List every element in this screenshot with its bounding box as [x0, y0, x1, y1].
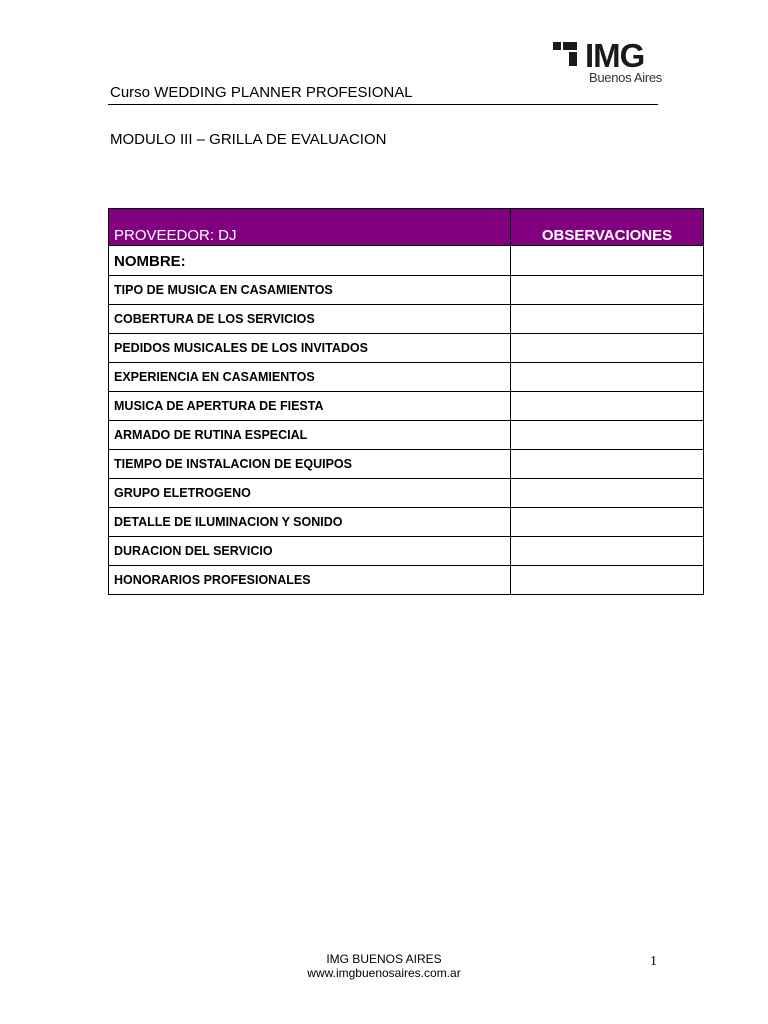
criterion-label: EXPERIENCIA EN CASAMIENTOS [109, 363, 511, 392]
table-row [109, 566, 704, 595]
criterion-label: TIPO DE MUSICA EN CASAMIENTOS [109, 276, 511, 305]
name-label: NOMBRE: [109, 246, 511, 276]
observation-cell[interactable] [511, 305, 704, 334]
header-divider [108, 104, 658, 105]
img-logo [553, 37, 663, 86]
observation-cell[interactable] [511, 363, 704, 392]
observation-cell[interactable] [511, 334, 704, 363]
module-title: MODULO III – GRILLA DE EVALUACION [110, 131, 387, 148]
criterion-label: ARMADO DE RUTINA ESPECIAL [109, 421, 511, 450]
observation-cell[interactable] [511, 479, 704, 508]
table-row [109, 537, 704, 566]
criterion-label: DETALLE DE ILUMINACION Y SONIDO [109, 508, 511, 537]
observations-header: OBSERVACIONES [511, 209, 704, 246]
table-row [109, 479, 704, 508]
logo-name: IMG [585, 37, 645, 74]
table-row [109, 421, 704, 450]
table-row [109, 508, 704, 537]
evaluation-grid [108, 208, 704, 595]
criterion-label: MUSICA DE APERTURA DE FIESTA [109, 392, 511, 421]
criterion-label: PEDIDOS MUSICALES DE LOS INVITADOS [109, 334, 511, 363]
observation-cell[interactable] [511, 508, 704, 537]
observation-cell[interactable] [511, 276, 704, 305]
observation-cell[interactable] [511, 566, 704, 595]
criterion-label: HONORARIOS PROFESIONALES [109, 566, 511, 595]
name-observation-cell[interactable] [511, 246, 704, 276]
table-row [109, 392, 704, 421]
name-row [109, 246, 704, 276]
criterion-label: TIEMPO DE INSTALACION DE EQUIPOS [109, 450, 511, 479]
table-row [109, 363, 704, 392]
grid-header-row [109, 209, 704, 246]
table-row [109, 334, 704, 363]
criterion-label: DURACION DEL SERVICIO [109, 537, 511, 566]
criterion-label: GRUPO ELETROGENO [109, 479, 511, 508]
course-title: Curso WEDDING PLANNER PROFESIONAL [110, 84, 413, 101]
criterion-label: COBERTURA DE LOS SERVICIOS [109, 305, 511, 334]
provider-header: PROVEEDOR: DJ [109, 209, 511, 246]
observation-cell[interactable] [511, 421, 704, 450]
logo-mark-icon [553, 42, 581, 70]
footer-url: www.imgbuenosaires.com.ar [307, 966, 461, 980]
footer-org: IMG BUENOS AIRES [326, 952, 442, 966]
page-number: 1 [650, 954, 657, 969]
table-row [109, 450, 704, 479]
table-row [109, 305, 704, 334]
observation-cell[interactable] [511, 450, 704, 479]
logo-subtitle: Buenos Aires [589, 70, 663, 85]
observation-cell[interactable] [511, 537, 704, 566]
observation-cell[interactable] [511, 392, 704, 421]
table-row [109, 276, 704, 305]
